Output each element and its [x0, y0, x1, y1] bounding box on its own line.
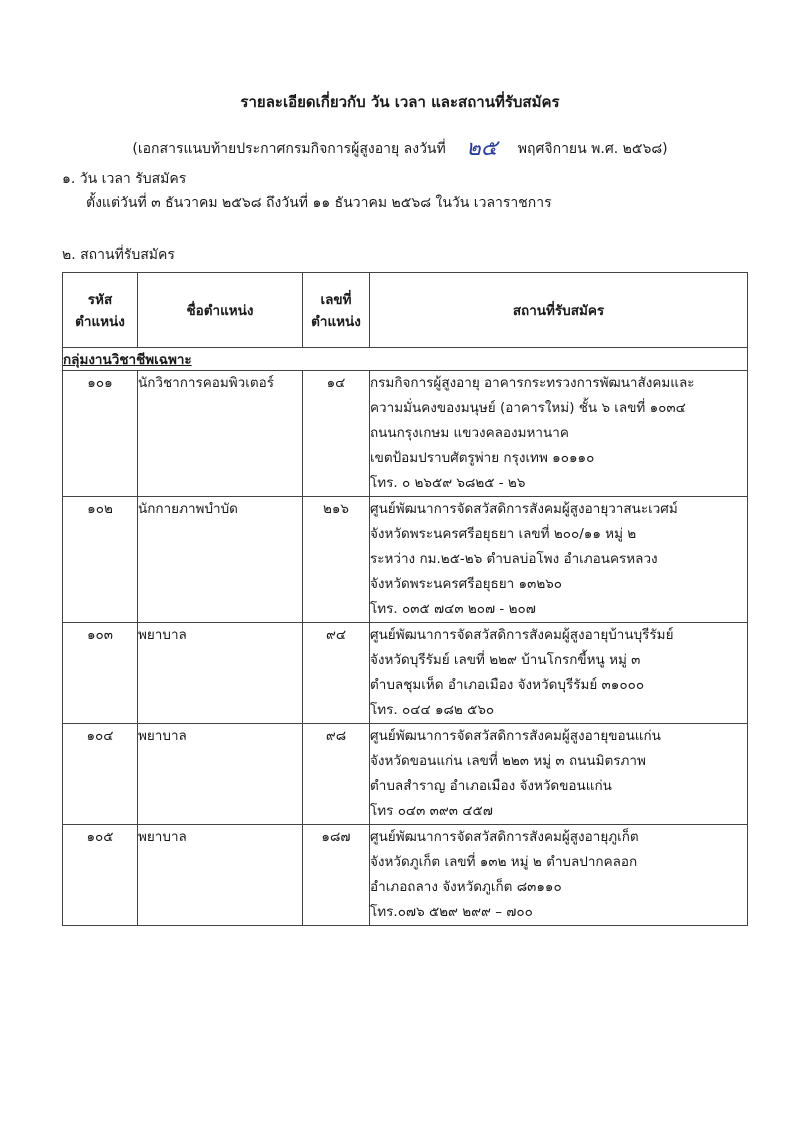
place-line: โทร. ๐ ๒๖๕๙ ๖๘๒๕ - ๒๖: [370, 475, 526, 491]
position-number: ๑๔: [303, 371, 370, 497]
table-row: [63, 497, 748, 623]
place-line: อำเภอถลาง จังหวัดภูเก็ต ๘๓๑๑๐: [370, 879, 562, 895]
header-code: [63, 273, 138, 348]
position-name: พยาบาล: [138, 623, 303, 724]
section1-text: ตั้งแต่วันที่ ๓ ธันวาคม ๒๕๖๘ ถึงวันที่ ๑๑ ธันวาคม ๒๕๖๘ ในวัน เวลาราชการ: [86, 195, 552, 211]
table-row: [63, 825, 748, 926]
place-line: จังหวัดขอนแก่น เลขที่ ๒๒๓ หมู่ ๓ ถนนมิตรภาพ: [370, 753, 646, 769]
place-line: โทร ๐๔๓ ๓๙๓ ๔๕๗: [370, 803, 493, 819]
place-line: ระหว่าง กม.๒๕-๒๖ ตำบลบ่อโพง อำเภอนครหลวง: [370, 551, 658, 567]
table-row: [63, 724, 748, 825]
application-place: [370, 623, 748, 724]
header-number: [303, 273, 370, 348]
place-line: จังหวัดพระนครศรีอยุธยา เลขที่ ๒๐๐/๑๑ หมู่ ๒: [370, 526, 637, 542]
position-number: ๙๔: [303, 623, 370, 724]
place-line: โทร. ๐๔๔ ๑๘๒ ๕๖๐: [370, 702, 495, 718]
position-name: นักกายภาพบำบัด: [138, 497, 303, 623]
application-place: [370, 724, 748, 825]
header-code-line1: รหัส: [87, 292, 113, 308]
positions-table: [62, 272, 748, 926]
position-code: ๑๐๑: [63, 371, 138, 497]
document-title: รายละเอียดเกี่ยวกับ วัน เวลา และสถานที่รับสมัคร: [240, 93, 560, 111]
header-number-line2: ตำแหน่ง: [311, 314, 361, 330]
place-line: จังหวัดบุรีรัมย์ เลขที่ ๒๒๙ บ้านโกรกขี้หนู หมู่ ๓: [370, 652, 641, 668]
header-place: สถานที่รับสมัคร: [370, 273, 748, 348]
application-place: [370, 371, 748, 497]
table-header-row: [63, 273, 748, 348]
group-label: กลุ่มงานวิชาชีพเฉพาะ: [63, 348, 748, 371]
place-line: จังหวัดภูเก็ต เลขที่ ๑๓๒ หมู่ ๒ ตำบลปากคลอก: [370, 854, 638, 870]
place-line: โทร.๐๗๖ ๕๒๙ ๒๙๙ – ๗๐๐: [370, 904, 533, 920]
position-name: นักวิชาการคอมพิวเตอร์: [138, 371, 303, 497]
place-line: ศูนย์พัฒนาการจัดสวัสดิการสังคมผู้สูงอายุภูเก็ต: [370, 829, 639, 845]
position-code: ๑๐๕: [63, 825, 138, 926]
place-line: ศูนย์พัฒนาการจัดสวัสดิการสังคมผู้สูงอายุขอนแก่น: [370, 728, 661, 744]
position-number: ๙๘: [303, 724, 370, 825]
handwritten-day: ๒๕: [466, 136, 498, 161]
header-number-line1: เลขที่: [320, 292, 352, 308]
position-code: ๑๐๓: [63, 623, 138, 724]
application-place: [370, 825, 748, 926]
place-line: เขตป้อมปราบศัตรูพ่าย กรุงเทพ ๑๐๑๑๐: [370, 450, 595, 466]
position-name: พยาบาล: [138, 724, 303, 825]
header-code-line2: ตำแหน่ง: [75, 314, 125, 330]
place-line: ถนนกรุงเกษม แขวงคลองมหานาค: [370, 425, 569, 441]
document-subtitle: [0, 130, 800, 165]
table-row: [63, 371, 748, 497]
section2-heading: ๒. สถานที่รับสมัคร: [62, 247, 175, 263]
place-line: โทร. ๐๓๕ ๗๔๓ ๒๐๗ - ๒๐๗: [370, 601, 536, 617]
header-name: ชื่อตำแหน่ง: [138, 273, 303, 348]
position-name: พยาบาล: [138, 825, 303, 926]
application-place: [370, 497, 748, 623]
place-line: ศูนย์พัฒนาการจัดสวัสดิการสังคมผู้สูงอายุบ้านบุรีรัมย์: [370, 627, 674, 643]
place-line: ความมั่นคงของมนุษย์ (อาคารใหม่) ชั้น ๖ เลขที่ ๑๐๓๔: [370, 400, 686, 416]
group-row: [63, 348, 748, 371]
position-number: ๑๘๗: [303, 825, 370, 926]
position-number: ๒๑๖: [303, 497, 370, 623]
place-line: ตำบลสำราญ อำเภอเมือง จังหวัดขอนแก่น: [370, 778, 612, 794]
section1-heading: ๑. วัน เวลา รับสมัคร: [62, 171, 187, 187]
position-code: ๑๐๔: [63, 724, 138, 825]
place-line: จังหวัดพระนครศรีอยุธยา ๑๓๒๖๐: [370, 576, 563, 592]
place-line: กรมกิจการผู้สูงอายุ อาคารกระทรวงการพัฒนาสังคมและ: [370, 375, 695, 391]
subtitle-prefix: (เอกสารแนบท้ายประกาศกรมกิจการผู้สูงอายุ ลงวันที่: [132, 141, 446, 157]
place-line: ตำบลชุมเห็ด อำเภอเมือง จังหวัดบุรีรัมย์ ๓๑๐๐๐: [370, 677, 645, 693]
position-code: ๑๐๒: [63, 497, 138, 623]
table-row: [63, 623, 748, 724]
subtitle-suffix: พฤศจิกายน พ.ศ. ๒๕๖๘): [517, 141, 668, 157]
place-line: ศูนย์พัฒนาการจัดสวัสดิการสังคมผู้สูงอายุวาสนะเวศม์: [370, 501, 678, 517]
